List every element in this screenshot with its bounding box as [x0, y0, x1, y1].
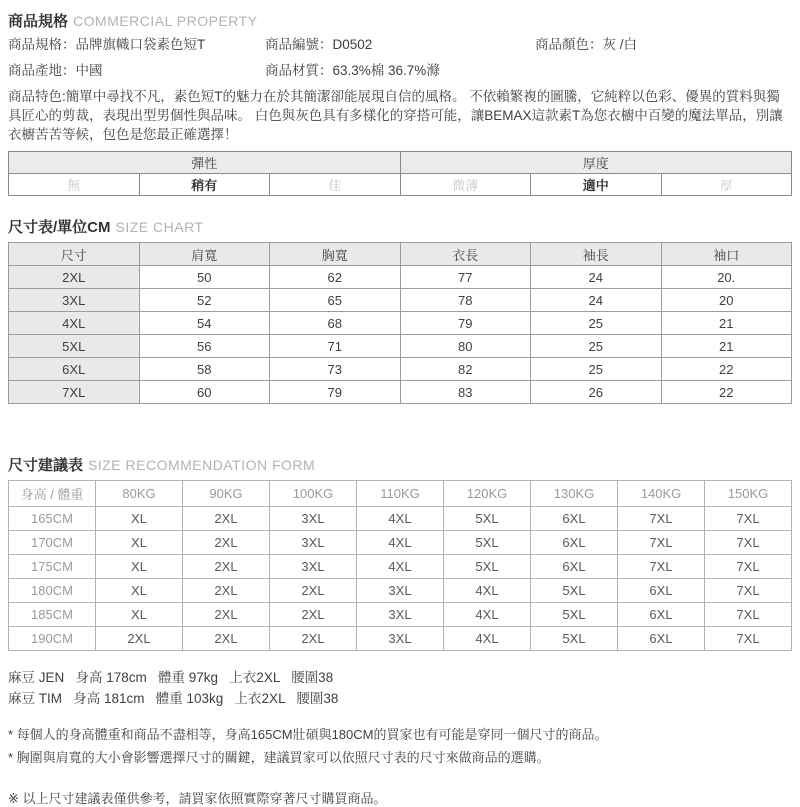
column-header-cell: 140KG — [618, 481, 705, 507]
row-header-cell: 3XL — [9, 289, 140, 312]
thickness-option-medium: 適中 — [531, 174, 662, 196]
table-row — [9, 627, 792, 651]
value-cell: 2XL — [183, 531, 270, 555]
table-row — [9, 381, 792, 404]
value-cell: 65 — [270, 289, 401, 312]
size-chart-body — [9, 266, 792, 404]
value-cell: 7XL — [705, 579, 792, 603]
value-cell: 22 — [661, 358, 792, 381]
product-name-field — [8, 32, 265, 57]
thickness-group-header: 厚度 — [400, 152, 792, 174]
section-header-spec — [8, 10, 792, 31]
table-row — [9, 531, 792, 555]
table-row — [9, 312, 792, 335]
value-cell: 2XL — [270, 627, 357, 651]
column-header-cell: 肩寬 — [139, 243, 270, 266]
value-cell: 54 — [139, 312, 270, 335]
table-row — [9, 335, 792, 358]
row-header-cell: 170CM — [9, 531, 96, 555]
value-cell: 2XL — [183, 555, 270, 579]
product-color-label: 商品顏色： — [535, 37, 603, 52]
value-cell: 50 — [139, 266, 270, 289]
value-cell: 52 — [139, 289, 270, 312]
column-header-cell: 80KG — [96, 481, 183, 507]
value-cell: 2XL — [270, 603, 357, 627]
section-header-recommendation — [8, 454, 792, 475]
value-cell: 26 — [531, 381, 662, 404]
product-name-value: 品牌旗幟口袋素色短T — [75, 37, 206, 52]
product-material-label: 商品材質： — [265, 63, 333, 78]
value-cell: 4XL — [357, 531, 444, 555]
value-cell: 4XL — [444, 603, 531, 627]
value-cell: 4XL — [444, 579, 531, 603]
value-cell: 25 — [531, 312, 662, 335]
value-cell: 7XL — [705, 507, 792, 531]
model-info-jen: 麻豆 JEN 身高 178cm 體重 97kg 上衣2XL 腰圍38 — [8, 670, 334, 685]
note-line-2: * 胸圍與肩寬的大小會影響選擇尺寸的關鍵，建議買家可以依照尺寸表的尺寸來做商品的選購。 — [8, 750, 550, 765]
column-header-cell: 150KG — [705, 481, 792, 507]
value-cell: 24 — [531, 289, 662, 312]
size-chart-title-zh: 尺寸表/單位CM — [8, 219, 111, 236]
attr-options-row — [9, 174, 792, 196]
value-cell: 2XL — [183, 603, 270, 627]
product-code-value: D0502 — [332, 37, 373, 52]
row-header-cell: 2XL — [9, 266, 140, 289]
value-cell: 25 — [531, 335, 662, 358]
value-cell: 5XL — [444, 531, 531, 555]
size-chart-title-en: SIZE CHART — [115, 219, 204, 235]
value-cell: 6XL — [618, 603, 705, 627]
value-cell: 68 — [270, 312, 401, 335]
value-cell: 5XL — [444, 555, 531, 579]
table-row — [9, 603, 792, 627]
row-header-cell: 165CM — [9, 507, 96, 531]
value-cell: 7XL — [705, 555, 792, 579]
elasticity-group-header: 彈性 — [9, 152, 401, 174]
value-cell: 82 — [400, 358, 531, 381]
value-cell: 22 — [661, 381, 792, 404]
value-cell: 5XL — [531, 579, 618, 603]
value-cell: 21 — [661, 312, 792, 335]
table-row — [9, 555, 792, 579]
sizing-notes — [8, 723, 792, 769]
value-cell: 21 — [661, 335, 792, 358]
row-header-cell: 4XL — [9, 312, 140, 335]
section-header-size-chart — [8, 216, 792, 237]
column-header-cell: 120KG — [444, 481, 531, 507]
value-cell: 7XL — [618, 555, 705, 579]
value-cell: 78 — [400, 289, 531, 312]
value-cell: XL — [96, 555, 183, 579]
table-row — [9, 289, 792, 312]
value-cell: 60 — [139, 381, 270, 404]
value-cell: 2XL — [270, 579, 357, 603]
product-color-value: 灰 /白 — [602, 37, 638, 52]
value-cell: 3XL — [357, 579, 444, 603]
value-cell: XL — [96, 579, 183, 603]
value-cell: 6XL — [618, 579, 705, 603]
value-cell: 4XL — [444, 627, 531, 651]
row-header-cell: 5XL — [9, 335, 140, 358]
value-cell: 73 — [270, 358, 401, 381]
model-info-block — [8, 667, 792, 709]
table-row — [9, 507, 792, 531]
product-origin-label: 商品產地： — [8, 63, 76, 78]
value-cell: 7XL — [705, 531, 792, 555]
elasticity-option-none: 無 — [9, 174, 140, 196]
row-header-cell: 190CM — [9, 627, 96, 651]
column-header-cell: 衣長 — [400, 243, 531, 266]
value-cell: XL — [96, 507, 183, 531]
table-row — [9, 358, 792, 381]
recommendation-title-zh: 尺寸建議表 — [8, 457, 84, 474]
row-header-cell: 185CM — [9, 603, 96, 627]
value-cell: 20 — [661, 289, 792, 312]
value-cell: 62 — [270, 266, 401, 289]
product-origin-field — [8, 58, 265, 83]
value-cell: 3XL — [270, 507, 357, 531]
thickness-option-thin: 微薄 — [400, 174, 531, 196]
value-cell: 6XL — [618, 627, 705, 651]
value-cell: 25 — [531, 358, 662, 381]
value-cell: 3XL — [270, 555, 357, 579]
value-cell: 3XL — [270, 531, 357, 555]
elasticity-thickness-table — [8, 151, 792, 196]
thickness-option-thick: 厚 — [661, 174, 792, 196]
recommendation-header-row — [9, 481, 792, 507]
product-material-value: 63.3%棉 36.7%滌 — [332, 63, 440, 78]
value-cell: 5XL — [531, 627, 618, 651]
product-material-field — [265, 58, 535, 83]
value-cell: 7XL — [618, 531, 705, 555]
recommendation-body — [9, 507, 792, 651]
row-header-cell: 175CM — [9, 555, 96, 579]
elasticity-option-good: 佳 — [270, 174, 401, 196]
note-line-1: * 每個人的身高體重和商品不盡相等，身高165CM壯碩與180CM的買家也有可能是穿同一個尺寸的商品。 — [8, 727, 608, 742]
size-chart-header-row — [9, 243, 792, 266]
size-chart-table — [8, 242, 792, 404]
product-code-field — [265, 32, 535, 57]
value-cell: 7XL — [618, 507, 705, 531]
row-header-cell: 180CM — [9, 579, 96, 603]
value-cell: 2XL — [183, 627, 270, 651]
value-cell: 5XL — [444, 507, 531, 531]
value-cell: 2XL — [183, 507, 270, 531]
row-header-cell: 7XL — [9, 381, 140, 404]
value-cell: 2XL — [183, 579, 270, 603]
disclaimer-text: ※ 以上尺寸建議表僅供參考，請買家依照實際穿著尺寸購買商品。 — [8, 791, 387, 806]
table-row — [9, 266, 792, 289]
value-cell: 5XL — [531, 603, 618, 627]
column-header-cell: 90KG — [183, 481, 270, 507]
product-name-label: 商品規格： — [8, 37, 76, 52]
spec-title-en: COMMERCIAL PROPERTY — [73, 13, 258, 29]
recommendation-title-en: SIZE RECOMMENDATION FORM — [88, 457, 316, 473]
value-cell: 79 — [400, 312, 531, 335]
value-cell: 3XL — [357, 627, 444, 651]
product-features-text: 商品特色:簡單中尋找不凡，素色短T的魅力在於其簡潔卻能展現自信的風格。 不依賴繁複的圖騰，它純粹以色彩、優異的質料與獨具匠心的剪裁，表現出型男個性與品味。 白色與灰色具有多樣化的穿搭可能，讓BEMAX這款素T為您衣櫥中百變的魔法單品，別讓衣櫥苦苦等候，包色是您最正確選擇！ — [8, 89, 783, 142]
column-header-cell: 130KG — [531, 481, 618, 507]
table-row — [9, 579, 792, 603]
column-header-cell: 胸寬 — [270, 243, 401, 266]
value-cell: 71 — [270, 335, 401, 358]
value-cell: 6XL — [531, 555, 618, 579]
value-cell: XL — [96, 603, 183, 627]
value-cell: 6XL — [531, 531, 618, 555]
value-cell: 4XL — [357, 555, 444, 579]
value-cell: 2XL — [96, 627, 183, 651]
value-cell: 77 — [400, 266, 531, 289]
size-recommendation-table — [8, 480, 792, 651]
value-cell: 20. — [661, 266, 792, 289]
value-cell: 3XL — [357, 603, 444, 627]
spec-title-zh: 商品規格 — [8, 13, 69, 30]
value-cell: XL — [96, 531, 183, 555]
value-cell: 58 — [139, 358, 270, 381]
column-header-cell: 身高 / 體重 — [9, 481, 96, 507]
info-row-1 — [8, 32, 792, 57]
value-cell: 4XL — [357, 507, 444, 531]
column-header-cell: 100KG — [270, 481, 357, 507]
product-color-field — [535, 32, 637, 57]
value-cell: 79 — [270, 381, 401, 404]
column-header-cell: 尺寸 — [9, 243, 140, 266]
column-header-cell: 袖長 — [531, 243, 662, 266]
column-header-cell: 袖口 — [661, 243, 792, 266]
value-cell: 80 — [400, 335, 531, 358]
value-cell: 56 — [139, 335, 270, 358]
value-cell: 24 — [531, 266, 662, 289]
value-cell: 6XL — [531, 507, 618, 531]
attr-group-header-row — [9, 152, 792, 174]
product-code-label: 商品編號： — [265, 37, 333, 52]
value-cell: 83 — [400, 381, 531, 404]
product-origin-value: 中國 — [75, 63, 103, 78]
column-header-cell: 110KG — [357, 481, 444, 507]
value-cell: 7XL — [705, 603, 792, 627]
value-cell: 7XL — [705, 627, 792, 651]
info-row-2 — [8, 58, 792, 83]
elasticity-option-slight: 稍有 — [139, 174, 270, 196]
model-info-tim: 麻豆 TIM 身高 181cm 體重 103kg 上衣2XL 腰圍38 — [8, 691, 339, 706]
row-header-cell: 6XL — [9, 358, 140, 381]
